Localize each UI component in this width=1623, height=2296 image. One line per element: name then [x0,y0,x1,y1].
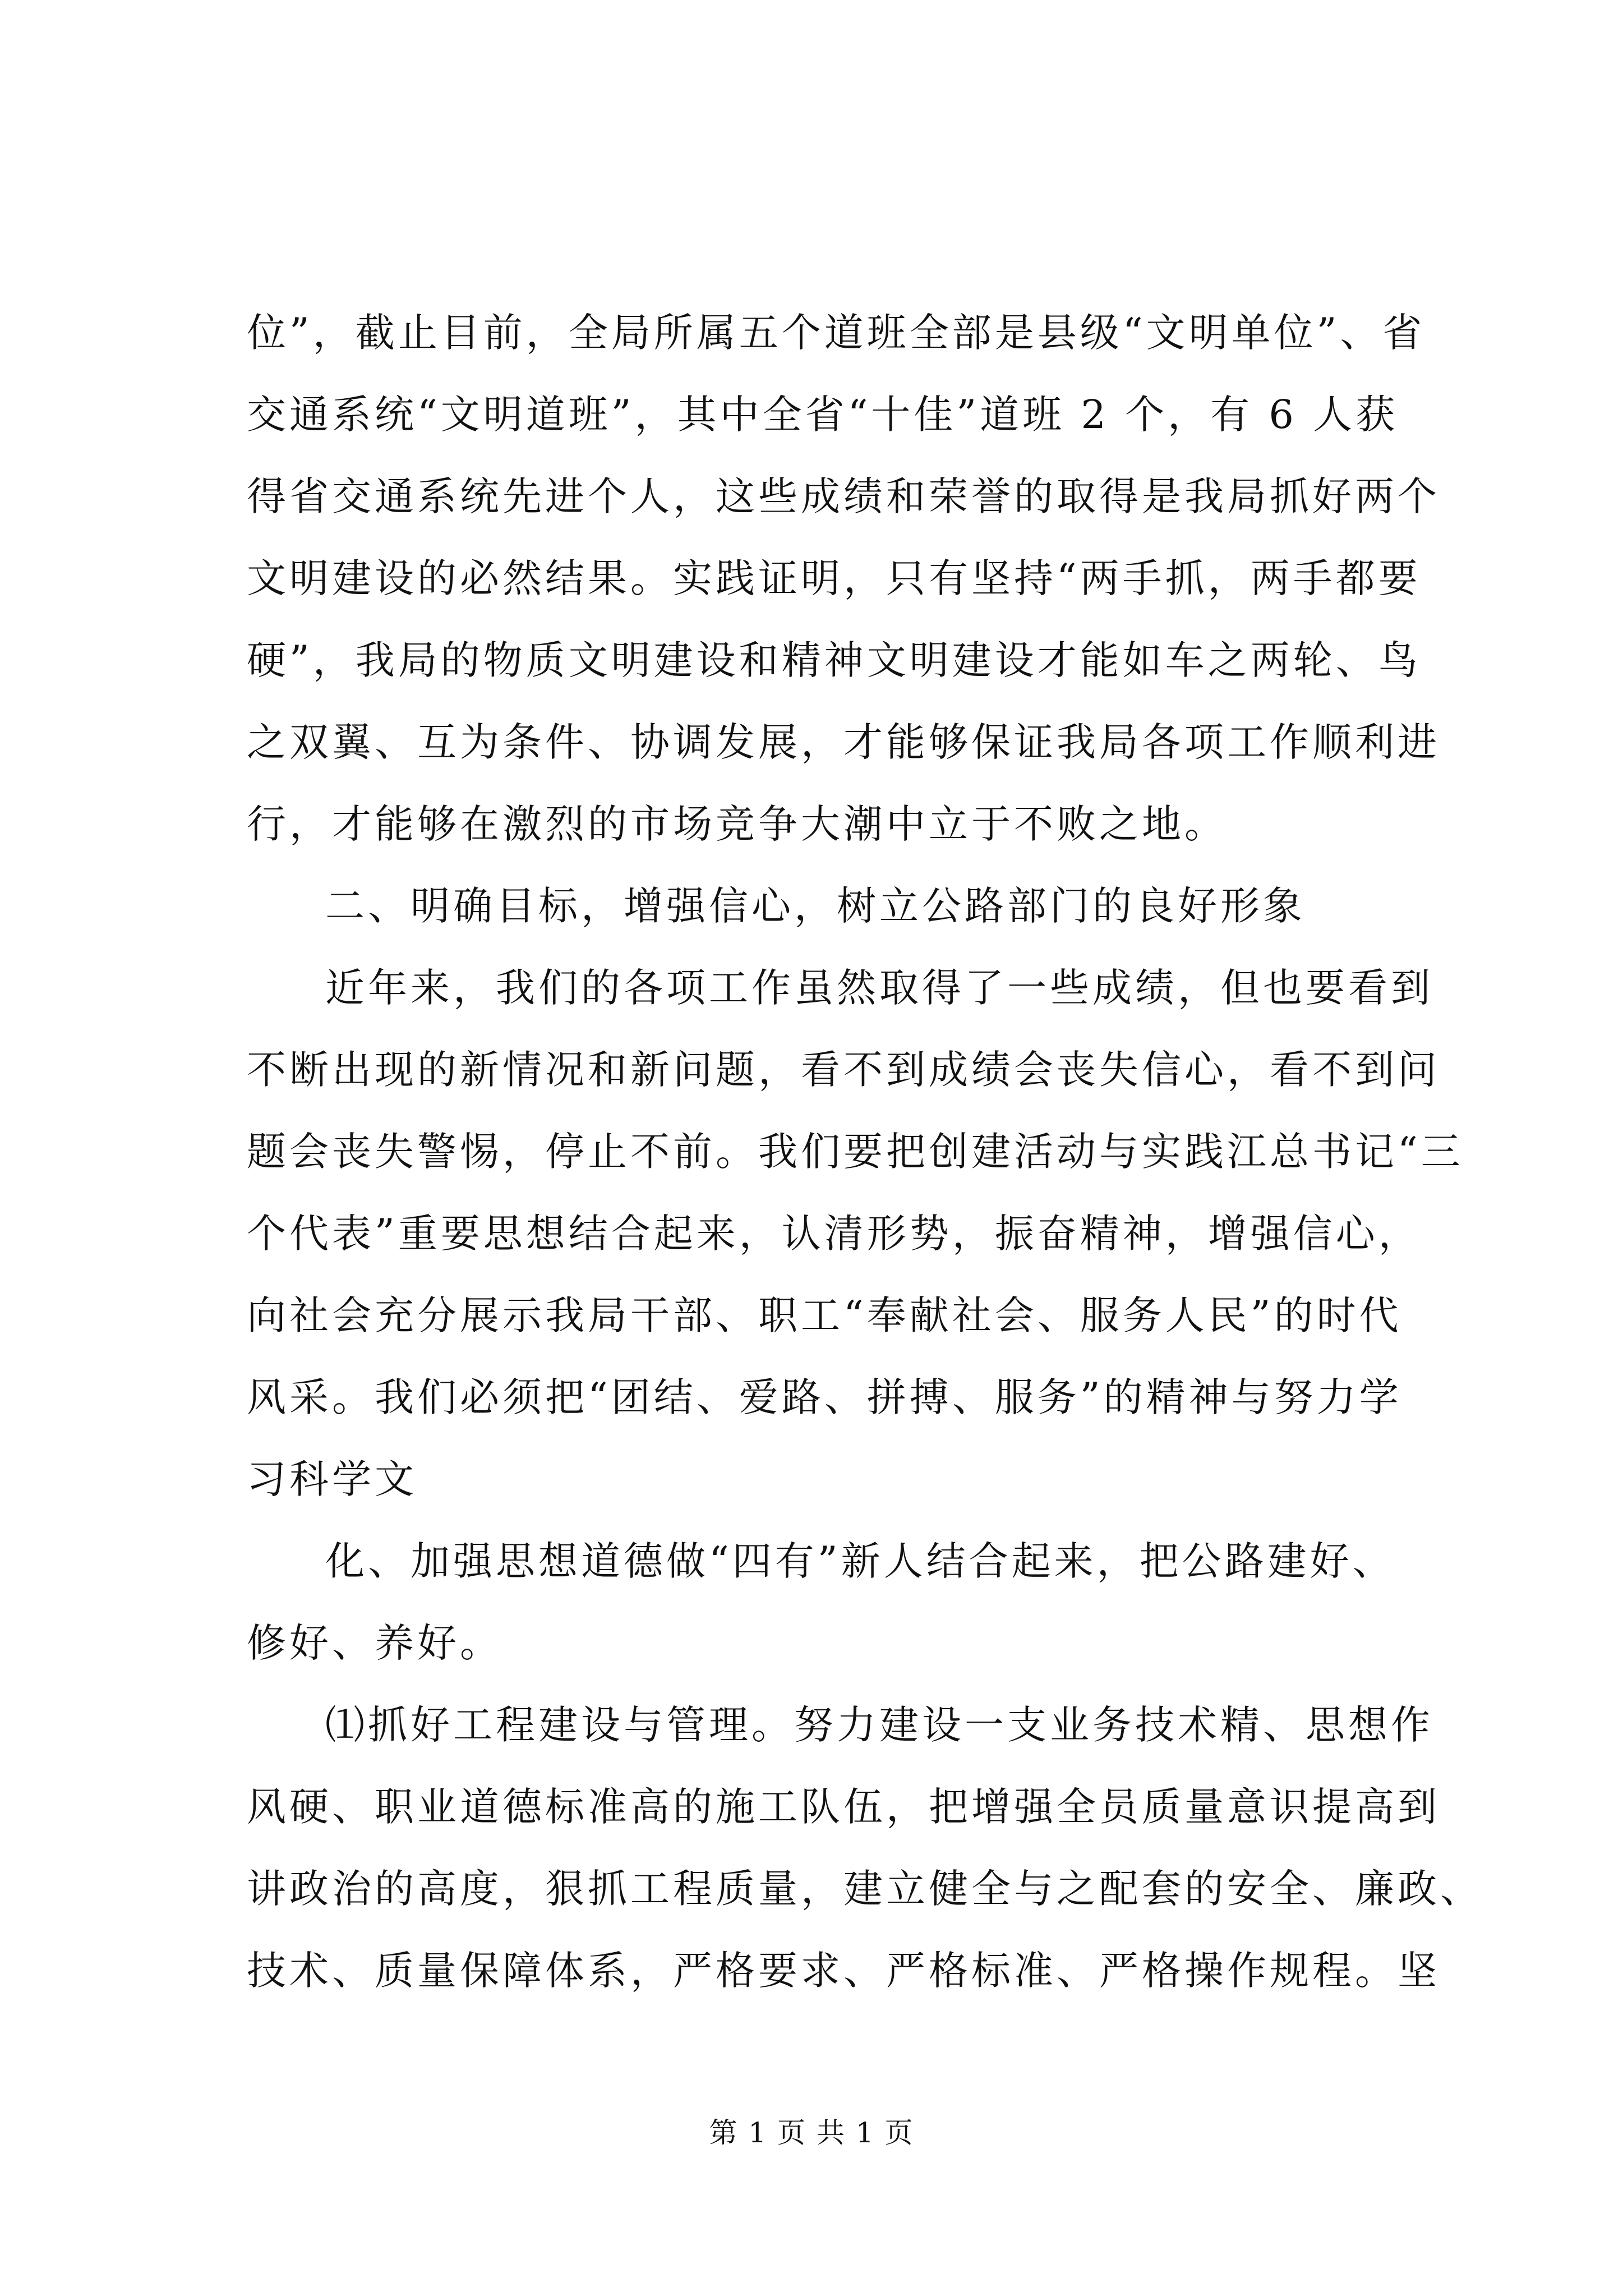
text-line-18: ⑴抓好工程建设与管理。努力建设一支业务技术精、思想作 [325,1702,1433,1748]
text-line-15: 习科学文 [247,1456,417,1502]
text-line-16: 化、加强思想道德做“四有”新人结合起来，把公路建好、 [325,1538,1395,1584]
text-line-4: 文明建设的必然结果。实践证明，只有坚持“两手抓，两手都要 [247,555,1421,601]
text-line-9: 近年来，我们的各项工作虽然取得了一些成绩，但也要看到 [325,965,1433,1011]
text-line-11: 题会丧失警惕，停止不前。我们要把创建活动与实践江总书记“三 [247,1129,1464,1175]
text-line-20: 讲政治的高度，狠抓工程质量，建立健全与之配套的安全、廉政、 [247,1866,1483,1912]
text-line-19: 风硬、职业道德标准高的施工队伍，把增强全员质量意识提高到 [247,1784,1440,1830]
text-line-10: 不断出现的新情况和新问题，看不到成绩会丧失信心，看不到问 [247,1047,1440,1093]
section-heading: 二、明确目标，增强信心，树立公路部门的良好形象 [325,883,1306,929]
text-line-2: 交通系统“文明道班”，其中全省“十佳”道班 2 个，有 6 人获 [247,392,1399,438]
text-line-12: 个代表”重要思想结合起来，认清形势，振奋精神，增强信心， [247,1211,1421,1257]
text-line-1: 位”，截止目前，全局所属五个道班全部是县级“文明单位”、省 [247,310,1426,356]
text-line-17: 修好、养好。 [247,1620,502,1666]
text-line-13: 向社会充分展示我局干部、职工“奉献社会、服务人民”的时代 [247,1292,1402,1338]
text-line-7: 行，才能够在激烈的市场竞争大潮中立于不败之地。 [247,801,1227,847]
text-line-6: 之双翼、互为条件、协调发展，才能够保证我局各项工作顺利进 [247,719,1440,765]
page-footer: 第 1 页 共 1 页 [709,2116,914,2149]
document-body [247,292,1483,2012]
text-line-14: 风采。我们必须把“团结、爱路、拼搏、服务”的精神与努力学 [247,1374,1402,1420]
text-line-5: 硬”，我局的物质文明建设和精神文明建设才能如车之两轮、鸟 [247,637,1421,683]
text-line-21: 技术、质量保障体系，严格要求、严格标准、严格操作规程。坚 [247,1948,1440,1994]
text-line-3: 得省交通系统先进个人，这些成绩和荣誉的取得是我局抓好两个 [247,473,1440,519]
